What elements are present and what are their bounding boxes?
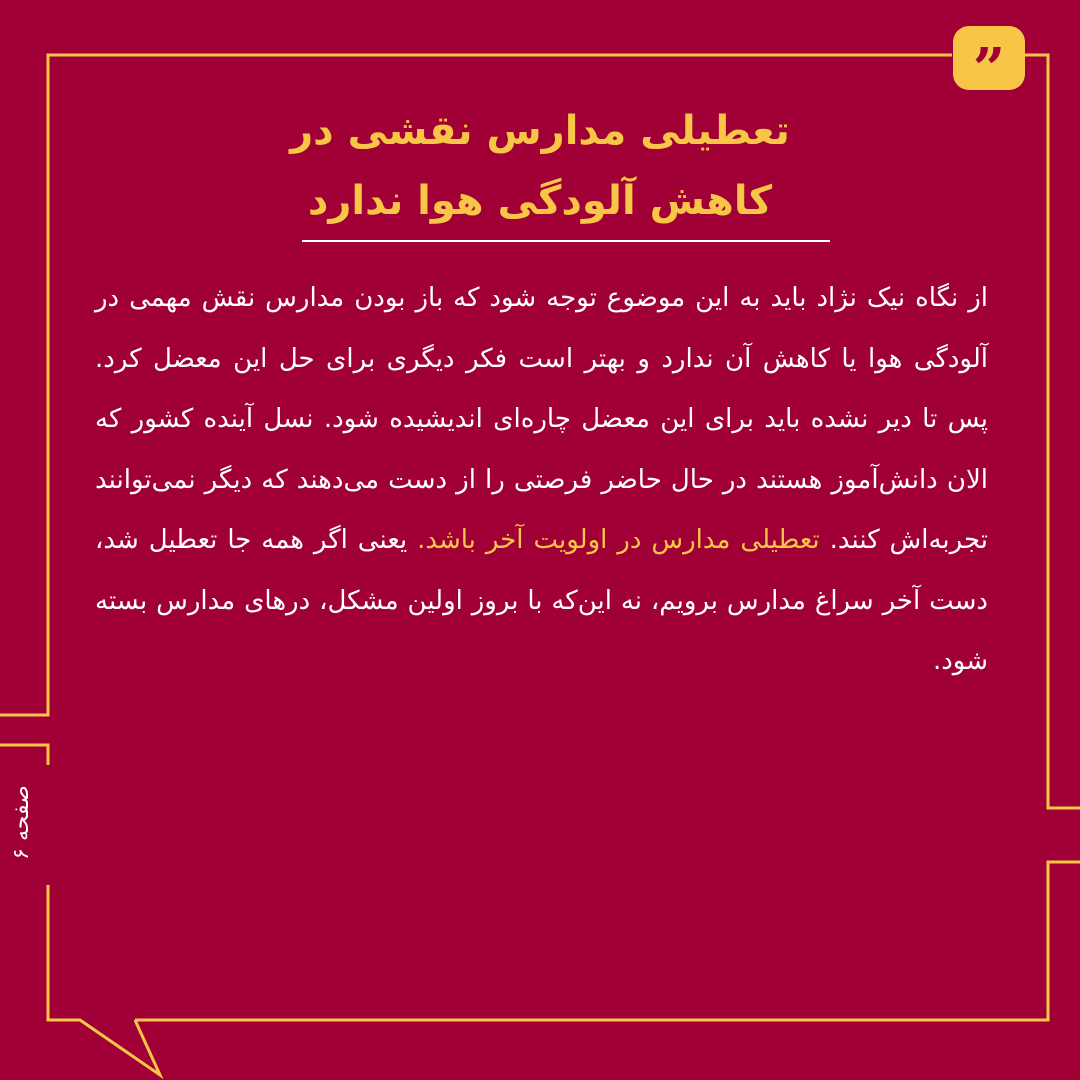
quote-icon: ” [972,36,1006,102]
page-number-text: صفحه ۶ [8,784,34,860]
frame-right-lower-line [135,862,1080,1020]
body-text-part1: از نگاه نیک نژاد باید به این موضوع توجه شود که باز بودن مدارس نقش مهمی در آلودگی هوا یا کاهش آن ندارد و بهتر است فکر دیگری برای حل این معضل کرد. پس تا دیر نشده باید برای این معضل چاره‌ای اندیشیده شود. نسل آینده کشور که الان دانش‌آموز هستند در حال حاضر فرصتی را از دست می‌دهند که دیگر نمی‌توانند تجربه‌اش کنند. [95,283,989,555]
frame-tail-line [48,885,160,1075]
title-divider [302,240,830,242]
quote-badge [953,26,1025,102]
body-paragraph [95,268,988,692]
body-highlight-text: تعطیلی مدارس در اولویت آخر باشد. [417,525,820,555]
page-title: تعطیلی مدارس نقشی در کاهش آلودگی هوا ندارد [290,108,790,224]
body-text-part2: یعنی اگر همه جا تعطیل شد، دست آخر سراغ مدارس برویم، نه این‌که با بروز اولین مشکل، درهای مدارس بسته شود. [95,525,988,676]
frame-right-upper-line [1025,55,1080,808]
page-number-label [3,762,39,882]
